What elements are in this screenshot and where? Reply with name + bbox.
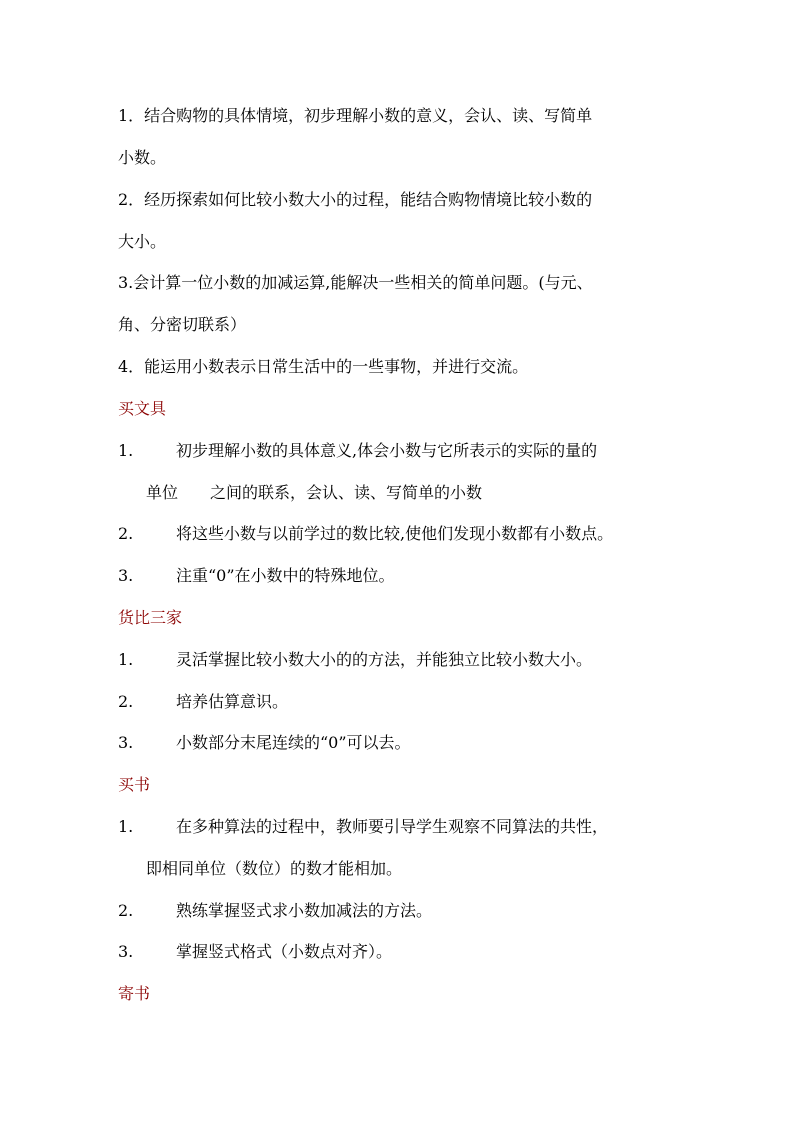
section-heading-mail-books: 寄书	[118, 984, 151, 1003]
list-item-text: 熟练掌握竖式求小数加减法的方法。	[176, 901, 433, 920]
list-item	[118, 650, 592, 670]
list-item-number: 3.	[118, 566, 134, 585]
goal-2-line-2: 大小。	[118, 232, 167, 251]
list-item	[118, 733, 411, 753]
list-item-number: 2.	[118, 524, 134, 543]
section-heading-buy-stationery: 买文具	[118, 399, 167, 418]
list-item-text: 初步理解小数的具体意义,体会小数与它所表示的实际的量的	[176, 441, 598, 460]
list-item-text: 在多种算法的过程中，教师要引导学生观察不同算法的共性，	[176, 817, 609, 836]
list-item-number: 1.	[118, 441, 134, 460]
list-item	[118, 901, 432, 921]
list-item-number: 1.	[118, 650, 134, 669]
list-item-text: 培养估算意识。	[176, 692, 289, 711]
goal-1-line-1: 1．结合购物的具体情境，初步理解小数的意义，会认、读、写简单	[118, 106, 593, 125]
goal-3-line-1: 3.会计算一位小数的加减运算,能解决一些相关的简单问题。(与元、	[118, 273, 593, 292]
list-item-text: 掌握竖式格式（小数点对齐）。	[176, 942, 393, 961]
list-item	[118, 524, 613, 544]
list-item	[118, 817, 608, 837]
list-item-number: 3.	[118, 733, 134, 752]
list-item-text: 注重“0”在小数中的特殊地位。	[176, 566, 395, 585]
goal-3-line-2: 角、分密切联系）	[118, 315, 247, 334]
list-item-number: 2.	[118, 692, 134, 711]
list-item-text: 灵活掌握比较小数大小的的方法，并能独立比较小数大小。	[176, 650, 593, 669]
list-item-text: 小数部分末尾连续的“0”可以去。	[176, 733, 411, 752]
list-item-continuation: 单位 之间的联系，会认、读、写简单的小数	[146, 483, 483, 502]
list-item-number: 1.	[118, 817, 134, 836]
section-heading-compare-prices: 货比三家	[118, 608, 183, 627]
list-item-number: 2.	[118, 901, 134, 920]
list-item-continuation: 即相同单位（数位）的数才能相加。	[146, 859, 403, 878]
list-item	[118, 441, 597, 461]
list-item-number: 3.	[118, 942, 134, 961]
goal-1-line-2: 小数。	[118, 148, 167, 167]
goal-4-line: 4．能运用小数表示日常生活中的一些事物，并进行交流。	[118, 357, 529, 376]
list-item-text: 将这些小数与以前学过的数比较,使他们发现小数都有小数点。	[176, 524, 614, 543]
goal-2-line-1: 2．经历探索如何比较小数大小的过程，能结合购物情境比较小数的	[118, 190, 593, 209]
section-heading-buy-books: 买书	[118, 775, 151, 794]
list-item	[118, 566, 395, 586]
list-item	[118, 692, 288, 712]
list-item	[118, 942, 392, 962]
